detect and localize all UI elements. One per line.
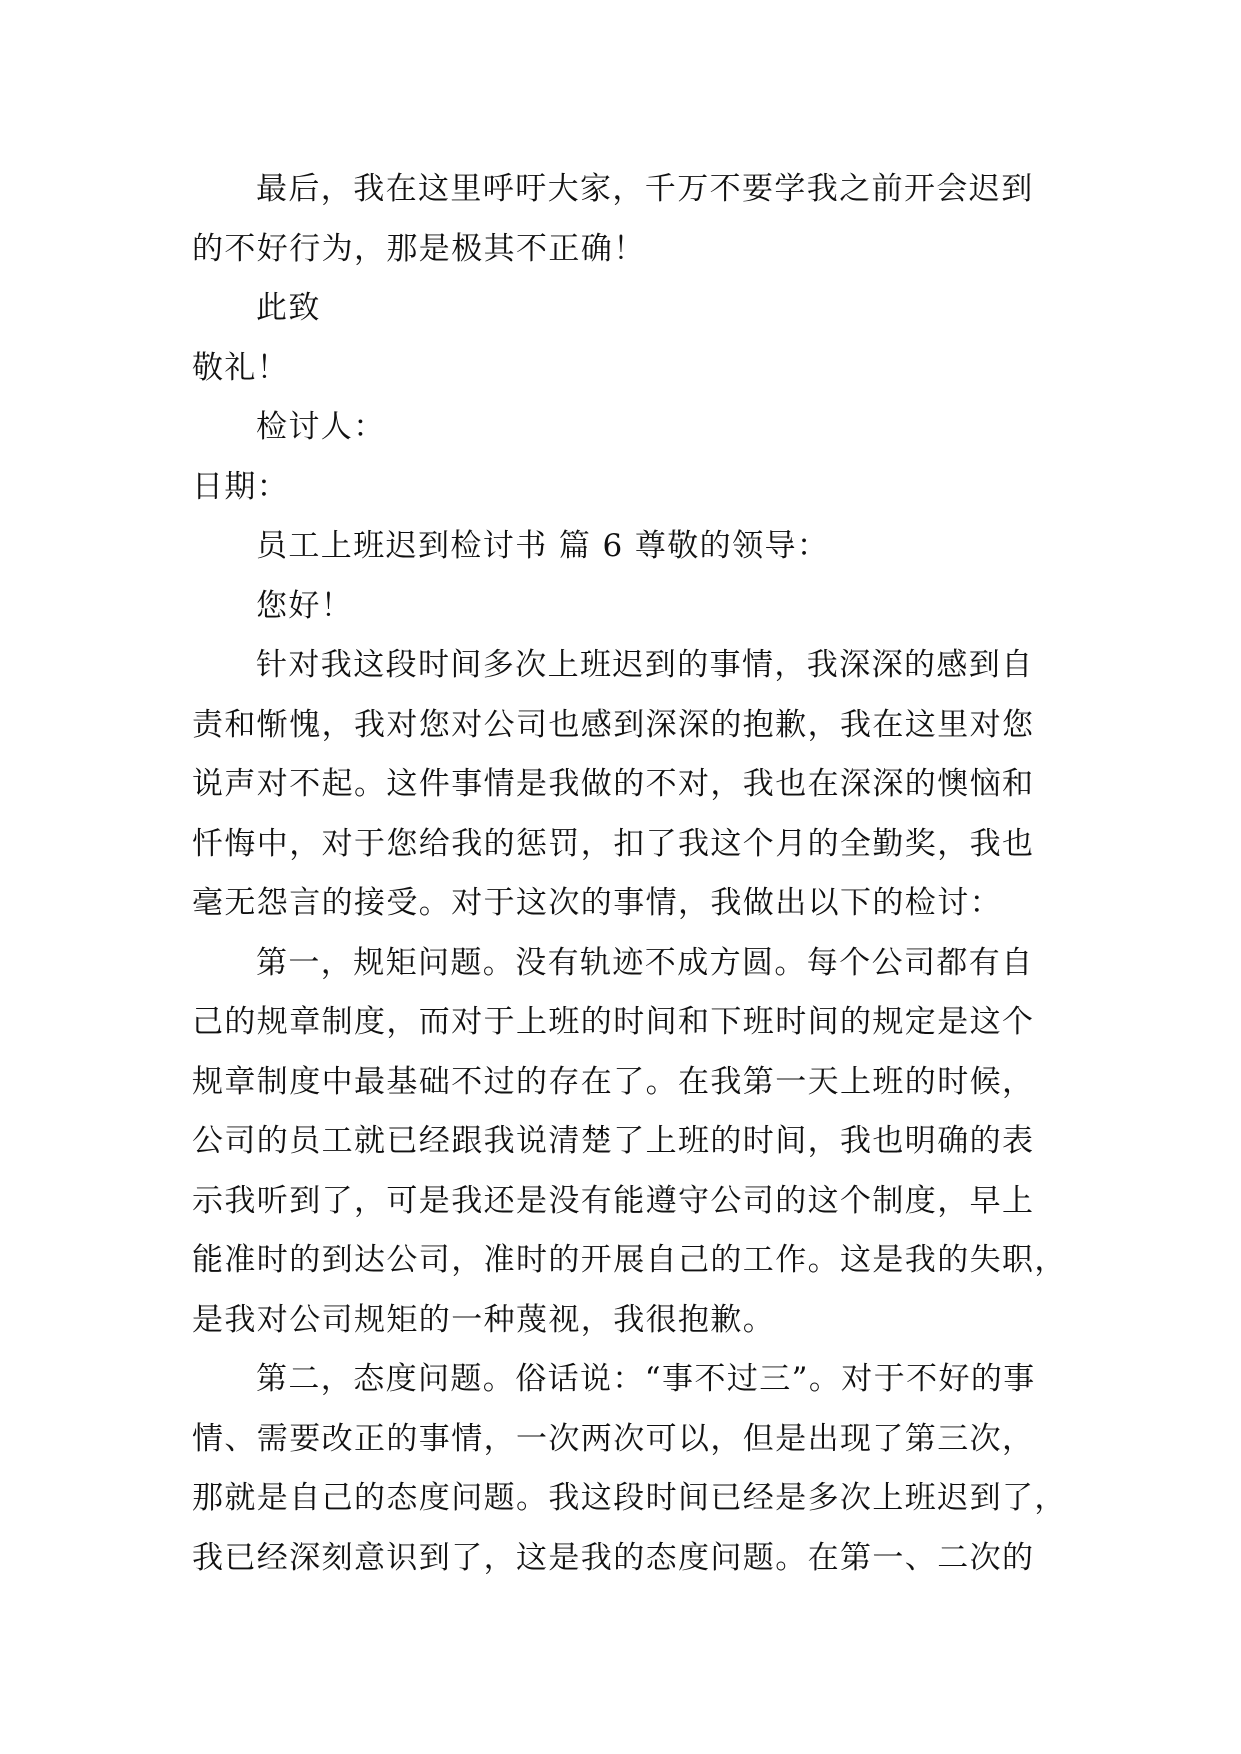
text-line: 情、需要改正的事情，一次两次可以，但是出现了第三次，	[192, 1420, 1035, 1457]
text-line: 第一，规矩问题。没有轨迹不成方圆。每个公司都有自	[256, 944, 1034, 981]
greeting: 您好！	[256, 587, 354, 624]
text-line: 责和惭愧，我对您对公司也感到深深的抱歉，我在这里对您	[192, 706, 1035, 743]
text-line: 的不好行为，那是极其不正确！	[192, 230, 646, 267]
text-line: 是我对公司规矩的一种蔑视，我很抱歉。	[192, 1301, 776, 1338]
text-line: 那就是自己的态度问题。我这段时间已经是多次上班迟到了，	[192, 1480, 1067, 1516]
text-line: 我已经深刻意识到了，这是我的态度问题。在第一、二次的	[192, 1539, 1035, 1576]
author-label: 检讨人：	[256, 409, 386, 445]
date-label: 日期：	[192, 468, 290, 505]
closing-respect: 敬礼！	[192, 349, 290, 386]
text-line: 公司的员工就已经跟我说清楚了上班的时间，我也明确的表	[192, 1123, 1035, 1159]
text-line: 第二，态度问题。俗话说：“事不过三”。对于不好的事	[256, 1361, 1036, 1397]
text-line: 示我听到了，可是我还是没有能遵守公司的这个制度，早上	[192, 1182, 1035, 1219]
text-line: 针对我这段时间多次上班迟到的事情，我深深的感到自	[256, 647, 1034, 683]
text-line: 规章制度中最基础不过的存在了。在我第一天上班的时候，	[192, 1063, 1035, 1100]
text-line: 说声对不起。这件事情是我做的不对，我也在深深的懊恼和	[192, 766, 1035, 802]
section-heading: 员工上班迟到检讨书 篇 6 尊敬的领导：	[256, 528, 830, 564]
text-line: 忏悔中，对于您给我的惩罚，扣了我这个月的全勤奖，我也	[192, 825, 1035, 862]
text-line: 最后，我在这里呼吁大家，千万不要学我之前开会迟到	[256, 171, 1034, 207]
document-body	[192, 160, 1067, 1588]
text-line: 能准时的到达公司，准时的开展自己的工作。这是我的失职，	[192, 1242, 1067, 1278]
text-line: 己的规章制度，而对于上班的时间和下班时间的规定是这个	[192, 1004, 1035, 1040]
closing-salutation: 此致	[256, 290, 321, 326]
text-line: 毫无怨言的接受。对于这次的事情，我做出以下的检讨：	[192, 885, 1002, 921]
